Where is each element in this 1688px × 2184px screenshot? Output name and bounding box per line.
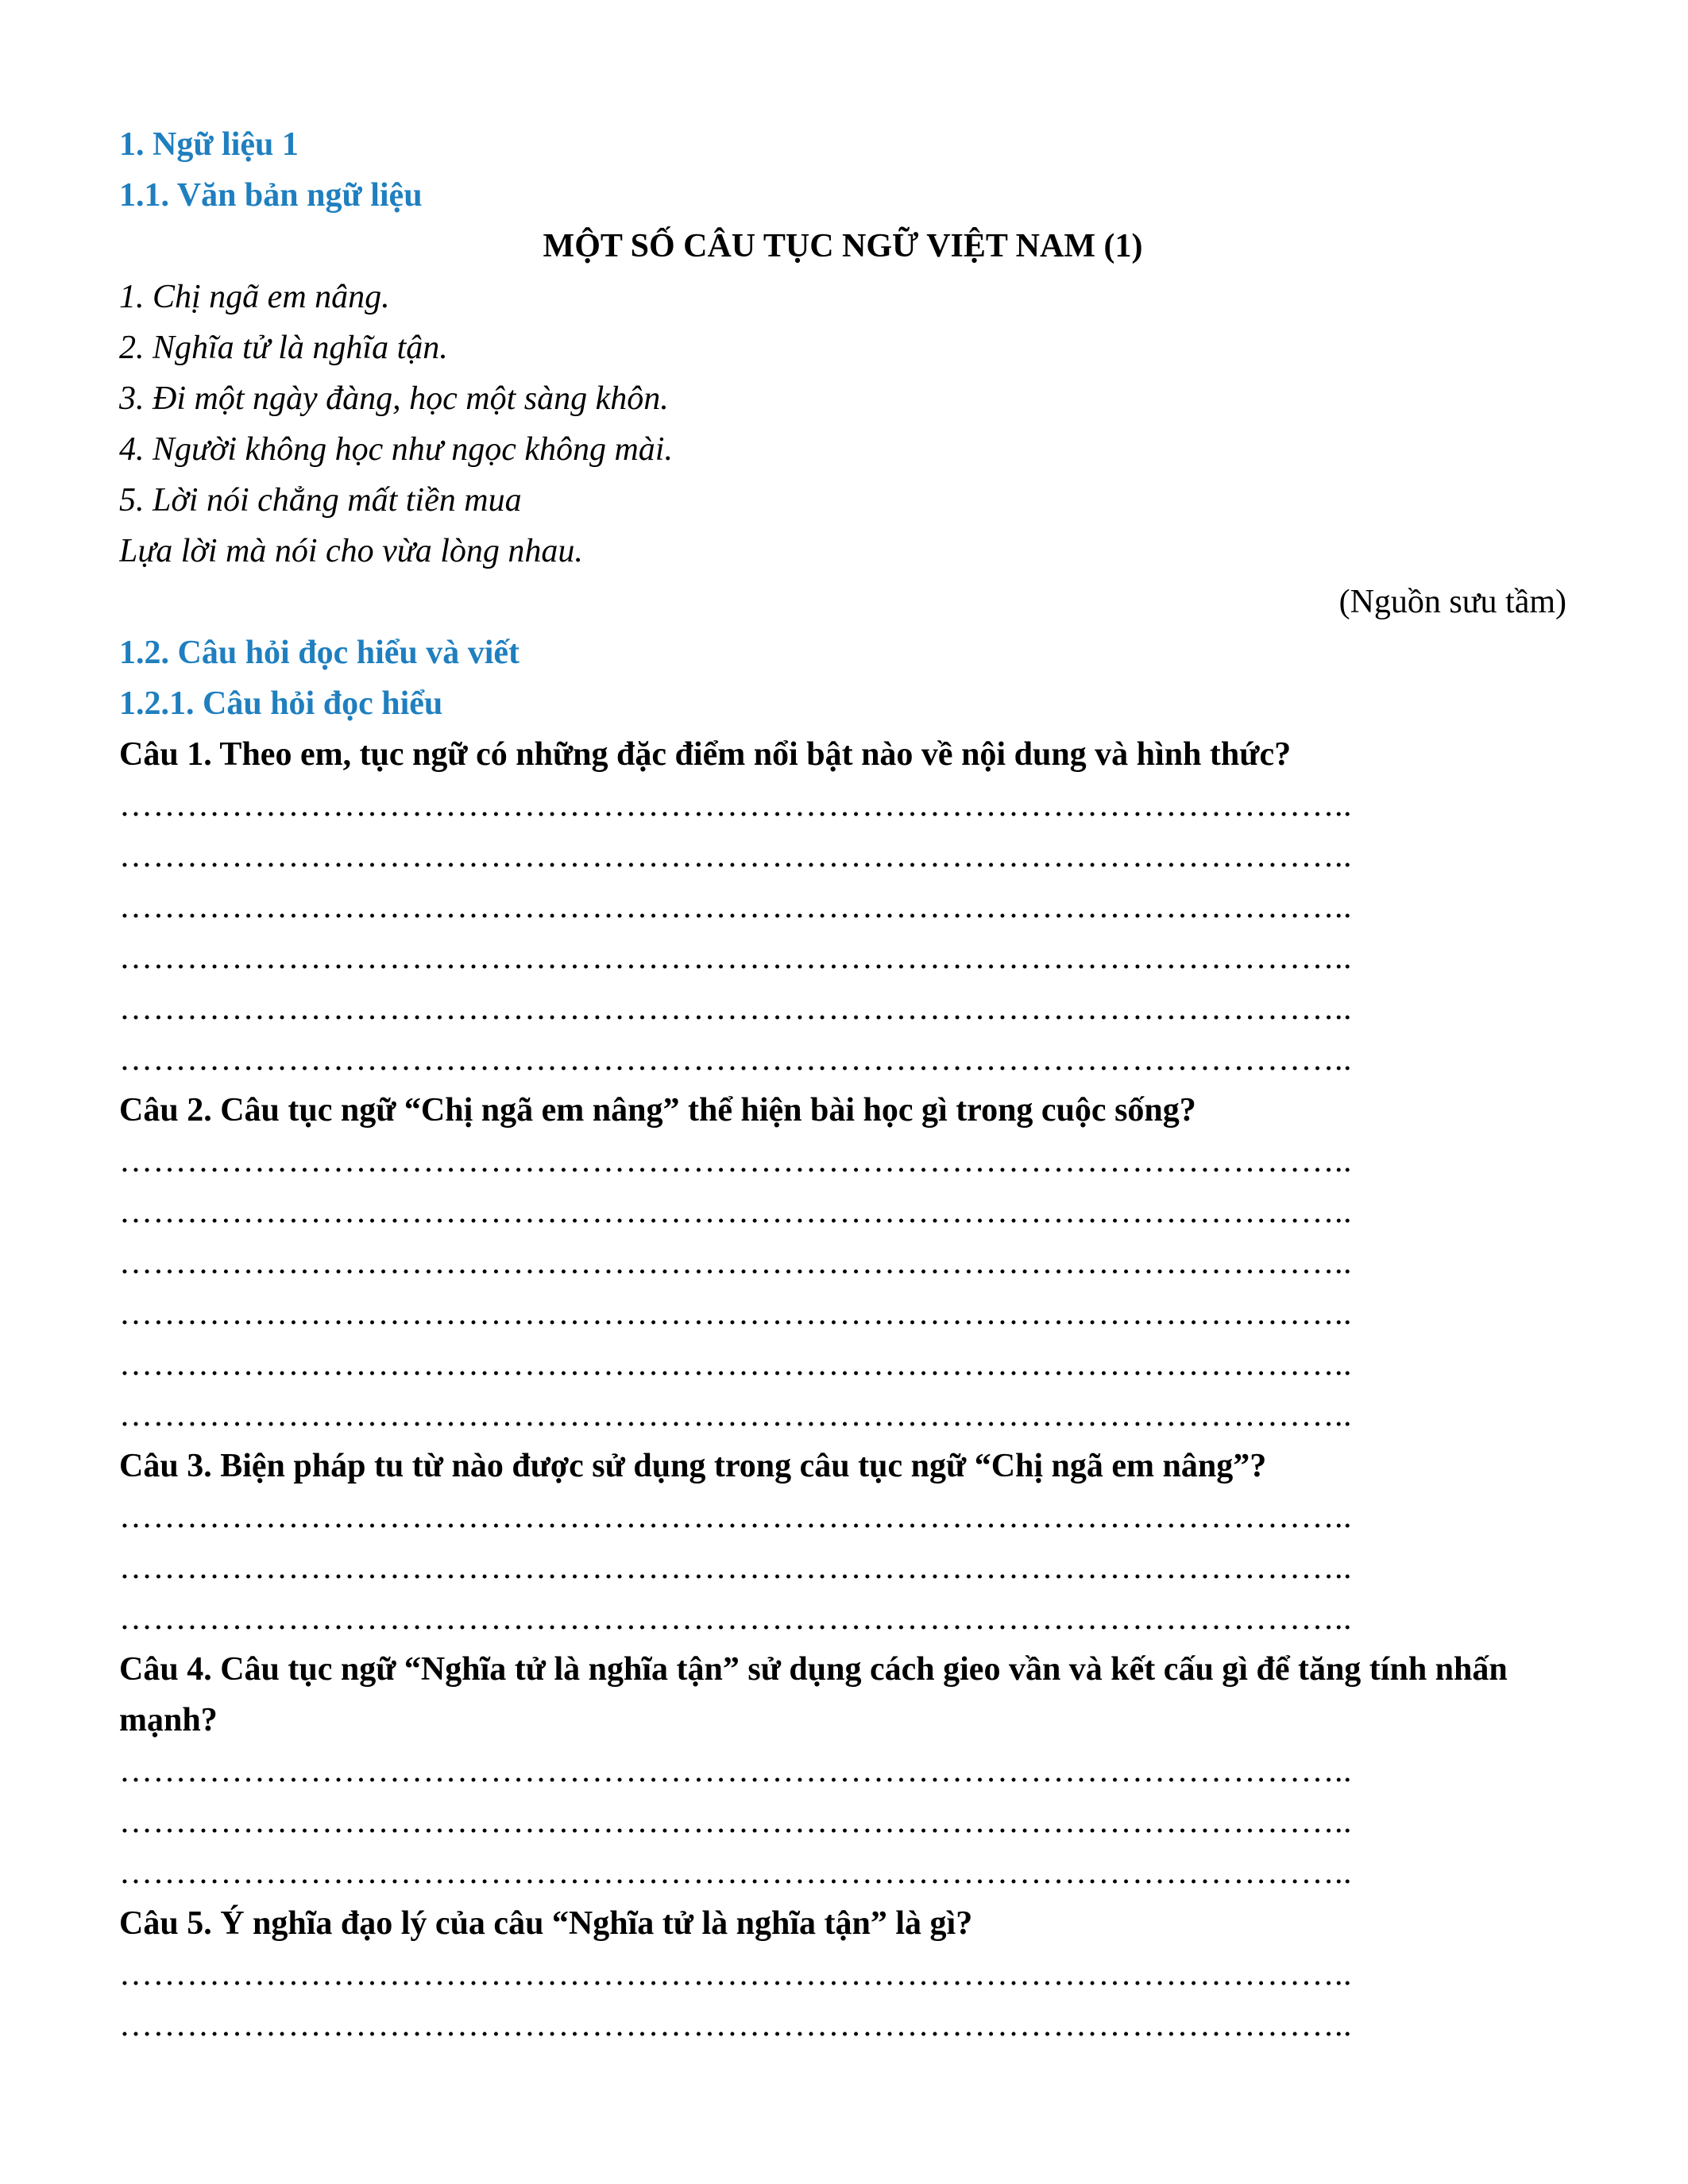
worksheet-page	[119, 119, 1566, 2051]
proverb-line: Lựa lời mà nói cho vừa lòng nhau.	[119, 533, 583, 569]
question-text: Câu 2. Câu tục ngữ “Chị ngã em nâng” thể hiện bài học gì trong cuộc sống?	[119, 1092, 1196, 1129]
question-list	[119, 729, 1566, 2051]
heading-ngu-lieu-1: 1. Ngữ liệu 1	[119, 126, 299, 163]
question-text: Câu 4. Câu tục ngữ “Nghĩa tử là nghĩa tận” sử dụng cách gieo vần và kết cấu gì để tăng tính nhấn mạnh?	[119, 1651, 1508, 1738]
question-text: Câu 3. Biện pháp tu từ nào được sử dụng trong câu tục ngữ “Chị ngã em nâng”?	[119, 1448, 1267, 1484]
answer-line[interactable]: ………………………………………………………………………………………………..	[119, 940, 1352, 976]
question-block	[119, 729, 1566, 1085]
answer-line[interactable]: ………………………………………………………………………………………………..	[119, 1956, 1352, 1993]
answer-line[interactable]: ………………………………………………………………………………………………..	[119, 889, 1352, 925]
answer-line[interactable]: ………………………………………………………………………………………………..	[119, 1549, 1352, 1586]
text-title: MỘT SỐ CÂU TỤC NGỮ VIỆT NAM (1)	[543, 228, 1143, 264]
proverb-line: 5. Lời nói chẳng mất tiền mua	[119, 482, 522, 519]
answer-line[interactable]: ………………………………………………………………………………………………..	[119, 1499, 1352, 1535]
answer-line[interactable]: ………………………………………………………………………………………………..	[119, 1143, 1352, 1179]
answer-line[interactable]: ………………………………………………………………………………………………..	[119, 1295, 1352, 1332]
proverb-line: 3. Đi một ngày đàng, học một sàng khôn.	[119, 380, 669, 417]
source-note: (Nguồn sưu tầm)	[1338, 584, 1566, 620]
answer-line[interactable]: ………………………………………………………………………………………………..	[119, 787, 1352, 824]
heading-van-ban-ngu-lieu: 1.1. Văn bản ngữ liệu	[119, 177, 423, 214]
question-block	[119, 1898, 1566, 2051]
proverb-line: 2. Nghĩa tử là nghĩa tận.	[119, 330, 448, 366]
answer-line[interactable]: ………………………………………………………………………………………………..	[119, 1854, 1352, 1891]
answer-line[interactable]: ………………………………………………………………………………………………..	[119, 838, 1352, 874]
question-text: Câu 1. Theo em, tục ngữ có những đặc điểm nổi bật nào về nội dung và hình thức?	[119, 736, 1292, 773]
heading-cau-hoi-doc-hieu: 1.2.1. Câu hỏi đọc hiểu	[119, 685, 443, 722]
answer-line[interactable]: ………………………………………………………………………………………………..	[119, 1346, 1352, 1383]
answer-line[interactable]: ………………………………………………………………………………………………..	[119, 1041, 1352, 1078]
question-block	[119, 1085, 1566, 1441]
question-block	[119, 1441, 1566, 1644]
proverb-line: 1. Chị ngã em nâng.	[119, 279, 390, 315]
answer-line[interactable]: ………………………………………………………………………………………………..	[119, 1753, 1352, 1789]
answer-line[interactable]: ………………………………………………………………………………………………..	[119, 990, 1352, 1027]
question-block	[119, 1644, 1566, 1898]
heading-cau-hoi-doc-hieu-va-viet: 1.2. Câu hỏi đọc hiểu và viết	[119, 635, 520, 671]
answer-line[interactable]: ………………………………………………………………………………………………..	[119, 1397, 1352, 1433]
proverb-line: 4. Người không học như ngọc không mài.	[119, 431, 673, 468]
question-text: Câu 5. Ý nghĩa đạo lý của câu “Nghĩa tử là nghĩa tận” là gì?	[119, 1905, 973, 1942]
answer-line[interactable]: ………………………………………………………………………………………………..	[119, 1194, 1352, 1230]
answer-line[interactable]: ………………………………………………………………………………………………..	[119, 1600, 1352, 1637]
answer-line[interactable]: ………………………………………………………………………………………………..	[119, 1804, 1352, 1840]
answer-line[interactable]: ………………………………………………………………………………………………..	[119, 1244, 1352, 1281]
answer-line[interactable]: ………………………………………………………………………………………………..	[119, 2007, 1352, 2043]
